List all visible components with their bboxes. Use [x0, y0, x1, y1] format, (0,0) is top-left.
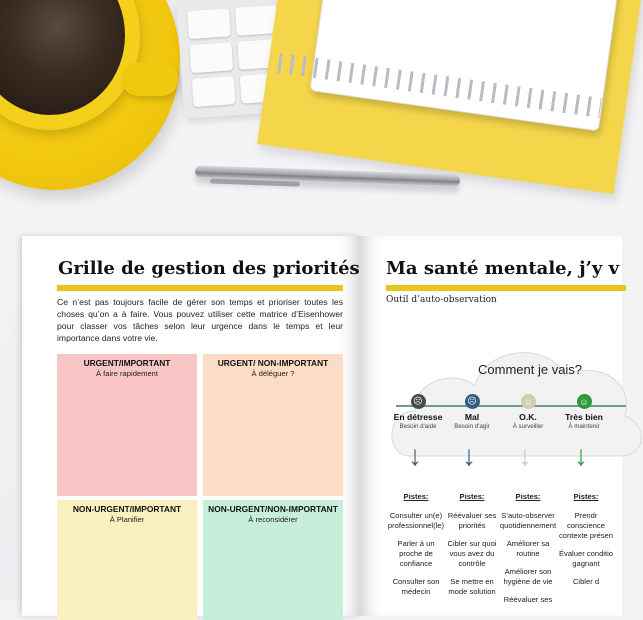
mood-label: Mal [464, 412, 480, 422]
left-page [22, 236, 360, 616]
arrow-down-icon: ↓ [574, 440, 588, 471]
arrow-down-icon: ↓ [462, 440, 476, 471]
tips-heading: Pistes: [403, 492, 429, 501]
right-page [360, 236, 622, 616]
tip-item: Évaluer conditio gagnant [558, 549, 614, 568]
quadrant-non-urgent-non-important [203, 500, 343, 620]
arrow-down-icon: ↓ [408, 440, 422, 471]
quadrant-subtext: À faire rapidement [95, 369, 159, 378]
left-page-title: Grille de gestion des priorités [58, 258, 360, 279]
mood-subtext: À surveiller [512, 423, 544, 430]
tips-column-ok [498, 492, 558, 613]
happy-face-icon: ☺ [577, 394, 592, 409]
title-underline [386, 285, 626, 291]
tip-item: Améliorer son hygiène de vie [503, 567, 553, 586]
quadrant-heading: NON-URGENT/IMPORTANT [72, 504, 182, 514]
tips-heading: Pistes: [515, 492, 541, 501]
mood-very-good [554, 394, 614, 430]
tips-heading: Pistes: [459, 492, 485, 501]
tip-item: Prendr conscience contexte présen [558, 511, 614, 540]
mood-subtext: Besoin d'agir [454, 423, 490, 430]
title-underline [57, 285, 343, 291]
quadrant-subtext: À reconsidérer [248, 515, 298, 524]
quadrant-heading: URGENT/IMPORTANT [83, 358, 171, 368]
quadrant-non-urgent-important [57, 500, 197, 620]
mood-distress [388, 394, 448, 430]
tip-item: Améliorer sa routine [506, 539, 550, 558]
tips-column-bad [442, 492, 502, 605]
tip-item: Se mettre en mode solution [448, 577, 496, 596]
cup-handle [122, 62, 178, 96]
tips-column-distress [386, 492, 446, 605]
mood-label: En détresse [393, 412, 443, 422]
crying-face-icon: ☹ [411, 394, 426, 409]
right-page-title: Ma santé mentale, j’y v [386, 258, 620, 279]
quadrant-urgent-important [57, 354, 197, 496]
quadrant-subtext: À Planifier [109, 515, 145, 524]
sad-face-icon: ☹ [465, 394, 480, 409]
mood-label: Très bien [565, 412, 603, 422]
quadrant-subtext: À déléguer ? [251, 369, 295, 378]
tip-item: Cibler sur quoi vous avez du contrôle [447, 539, 497, 568]
quadrant-heading: URGENT/ NON-IMPORTANT [217, 358, 329, 368]
mood-ok [498, 394, 558, 430]
tip-item: Réévaluer ses [503, 595, 553, 604]
keyboard-key [192, 76, 236, 107]
tip-item: Cibler d [572, 577, 600, 586]
tip-item: S’auto-observer quotidiennement [499, 511, 557, 530]
keyboard-key [189, 42, 233, 73]
tips-heading: Pistes: [573, 492, 599, 501]
tip-item: Consulter son médecin [392, 577, 440, 596]
arrow-down-icon: ↓ [518, 440, 532, 471]
tips-column-very-good [556, 492, 616, 595]
quadrant-heading: NON-URGENT/NON-IMPORTANT [208, 504, 338, 514]
tip-item: Consulter un(e) professionnel(le) [387, 511, 445, 530]
neutral-face-icon: ☺ [521, 394, 536, 409]
right-page-subtitle: Outil d’auto-observation [386, 295, 497, 305]
mood-label: O.K. [519, 412, 537, 422]
tip-item: Parler à un proche de confiance [397, 539, 435, 568]
mood-subtext: Besoin d'aide [399, 423, 437, 430]
keyboard-key [187, 8, 231, 39]
intro-paragraph: Ce n’est pas toujours facile de gérer son temps et prioriser toutes les choses qu’on a à faire. Vous pouvez utiliser cette matrice d’Eisenhower pour classer vos tâches selon leur urgence dans le temps et leur importance dans votre vie. [57, 297, 343, 343]
tip-item: Réévaluer ses priorités [447, 511, 497, 530]
mood-bad [442, 394, 502, 430]
quadrant-urgent-non-important [203, 354, 343, 496]
open-book [22, 236, 622, 616]
mood-subtext: À maintenir [568, 423, 600, 430]
cloud-title: Comment je vais? [478, 362, 583, 377]
